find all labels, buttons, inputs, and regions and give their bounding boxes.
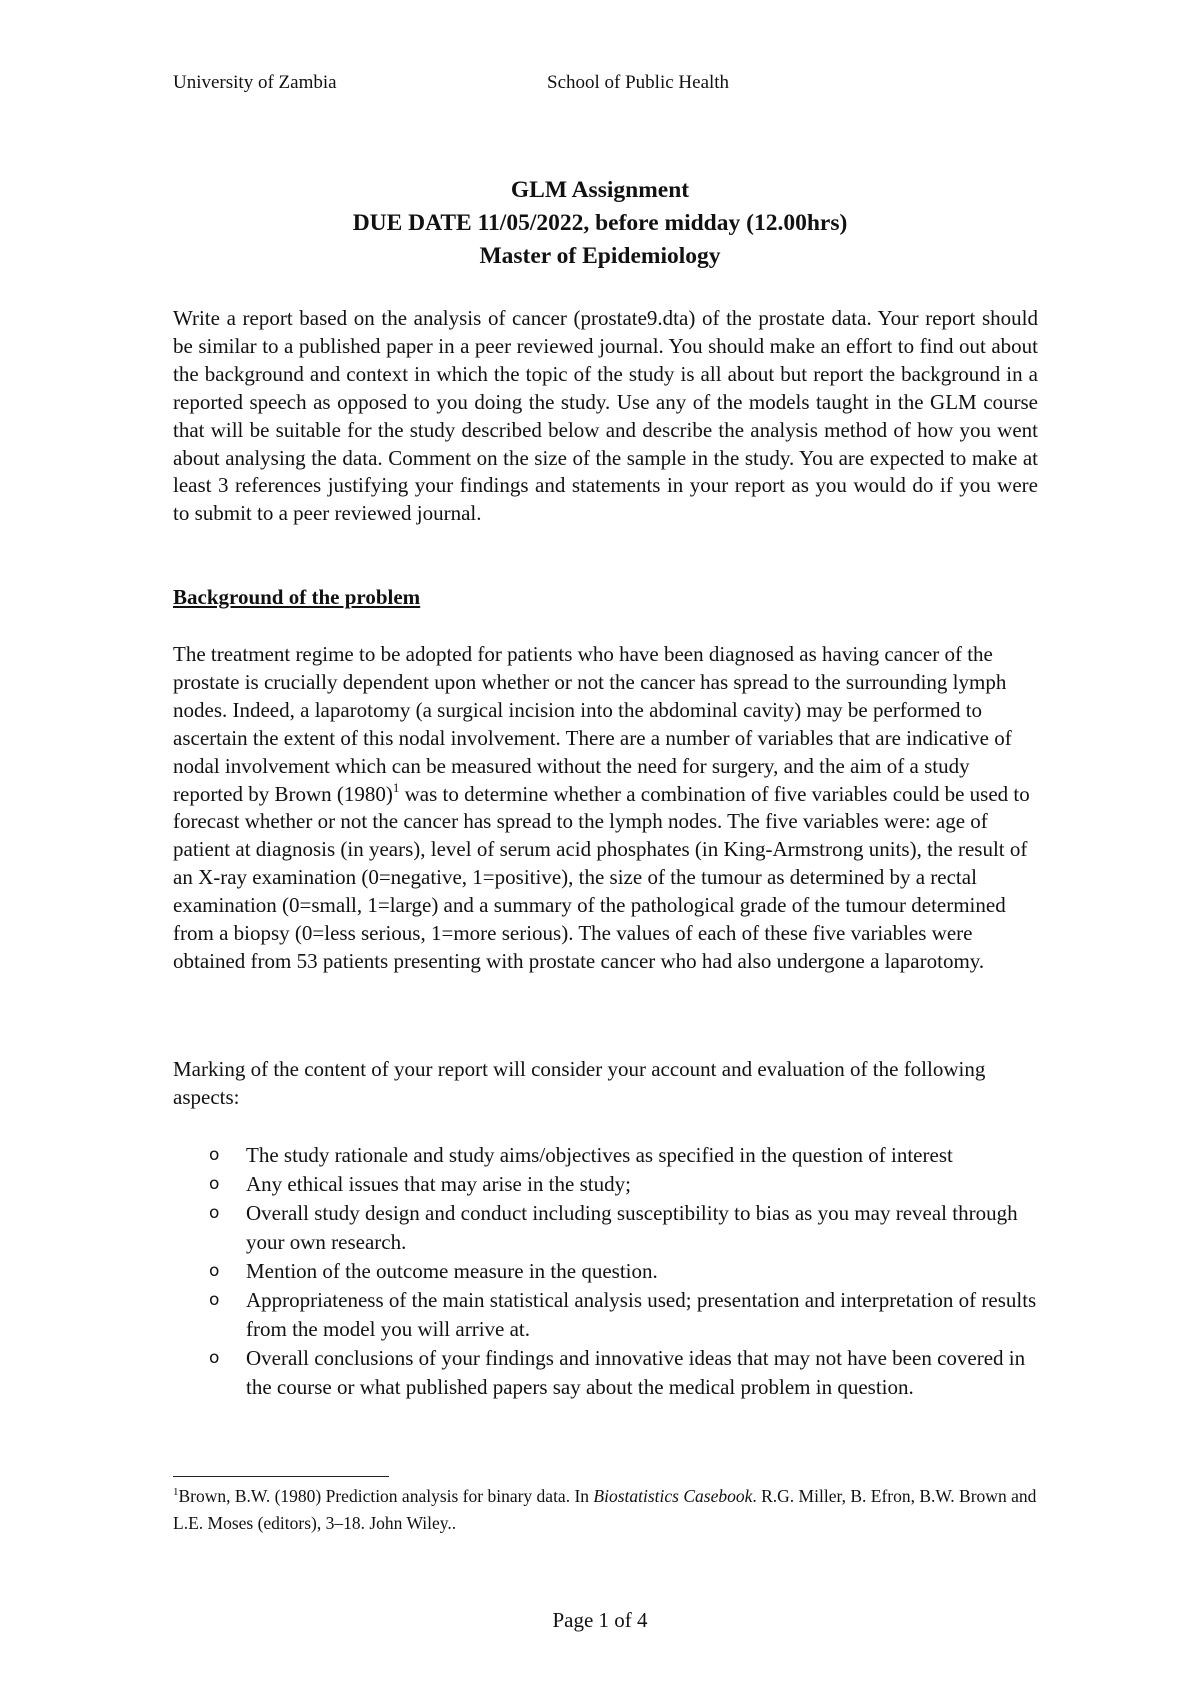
background-heading: Background of the problem <box>173 585 421 609</box>
marking-intro: Marking of the content of your report will consider your account and evaluation of the following aspects: <box>173 1057 986 1109</box>
list-item <box>173 1344 1038 1402</box>
list-item-text: Overall study design and conduct including susceptibility to bias as you may reveal through your own research. <box>246 1201 1018 1254</box>
bullet-icon: o <box>209 1145 220 1165</box>
list-item <box>173 1170 1038 1199</box>
footnote-text-before: Brown, B.W. (1980) Prediction analysis for binary data. In <box>178 1486 594 1506</box>
bullet-icon: o <box>209 1290 220 1310</box>
list-item <box>173 1257 1038 1286</box>
page-number: Page 1 of 4 <box>552 1608 648 1632</box>
list-item <box>173 1286 1038 1344</box>
aspects-list <box>173 1141 1038 1402</box>
bullet-icon: o <box>209 1174 220 1194</box>
list-item-text: Overall conclusions of your findings and innovative ideas that may not have been covered in the course or what published papers say about the medical problem in question. <box>246 1346 1026 1399</box>
intro-paragraph: Write a report based on the analysis of cancer (prostate9.dta) of the prostate data. Your report should be similar to a published paper in a peer reviewed journal. You should make an effort to find out about the background and context in which the topic of the study is all about but report the background in a reported speech as opposed to you doing the study. Use any of the models taught in the GLM course that will be suitable for the study described below and describe the analysis method of how you went about analysing the data. Comment on the size of the sample in the study. You are expected to make at least 3 references justifying your findings and statements in your report as you would do if you were to submit to a peer reviewed journal. <box>173 306 1038 526</box>
assignment-title: GLM Assignment <box>510 177 690 203</box>
list-item-text: Appropriateness of the main statistical analysis used; presentation and interpretation of results from the model you will arrive at. <box>246 1288 1037 1341</box>
title-block <box>0 174 1200 273</box>
footnote-text-after: . R.G. Miller, B. Efron, B.W. Brown and L.E. Moses (editors), 3–18. John Wiley.. <box>173 1486 1037 1533</box>
list-item-text: Any ethical issues that may arise in the study; <box>246 1172 631 1196</box>
background-text-part2: was to determine whether a combination of five variables could be used to forecast whether or not the cancer has spread to the lymph nodes. The five variables were: age of patient at diagnosis (in years), level of serum acid phosphates (in King-Armstrong units), the result of an X-ray examination (0=negative, 1=positive), the size of the tumour as determined by a rectal examination (0=small, 1=large) and a summary of the pathological grade of the tumour determined from a biopsy (0=less serious, 1=more serious). The values of each of these five variables were obtained from 53 patients presenting with prostate cancer who had also undergone a laparotomy. <box>173 781 1030 973</box>
list-item <box>173 1141 1038 1170</box>
list-item <box>173 1199 1038 1257</box>
due-date: DUE DATE 11/05/2022, before midday (12.00hrs) <box>352 210 848 236</box>
programme-name: Master of Epidemiology <box>479 243 721 269</box>
bullet-icon: o <box>209 1203 220 1223</box>
background-paragraph <box>173 641 1038 976</box>
header-university: University of Zambia <box>173 72 337 93</box>
footnote-reference[interactable]: 1 <box>392 779 400 795</box>
header-school: School of Public Health <box>547 72 730 93</box>
list-item-text: Mention of the outcome measure in the question. <box>246 1259 658 1283</box>
bullet-icon: o <box>209 1348 220 1368</box>
footnote-mark: 1 <box>173 1486 179 1499</box>
list-item-text: The study rationale and study aims/objectives as specified in the question of interest <box>246 1143 953 1167</box>
background-text-part1: The treatment regime to be adopted for patients who have been diagnosed as having cancer of the prostate is crucially dependent upon whether or not the cancer has spread to the surrounding lymph nodes. Indeed, a laparotomy (a surgical incision into the abdominal cavity) may be performed to ascertain the extent of this nodal involvement. There are a number of variables that are indicative of nodal involvement which can be measured without the need for surgery, and the aim of a study reported by Brown (1980) <box>173 642 1012 806</box>
footnote-book-title: Biostatistics Casebook <box>593 1486 753 1506</box>
bullet-icon: o <box>209 1261 220 1281</box>
footnote <box>173 1483 1043 1537</box>
footnote-divider <box>173 1476 389 1477</box>
